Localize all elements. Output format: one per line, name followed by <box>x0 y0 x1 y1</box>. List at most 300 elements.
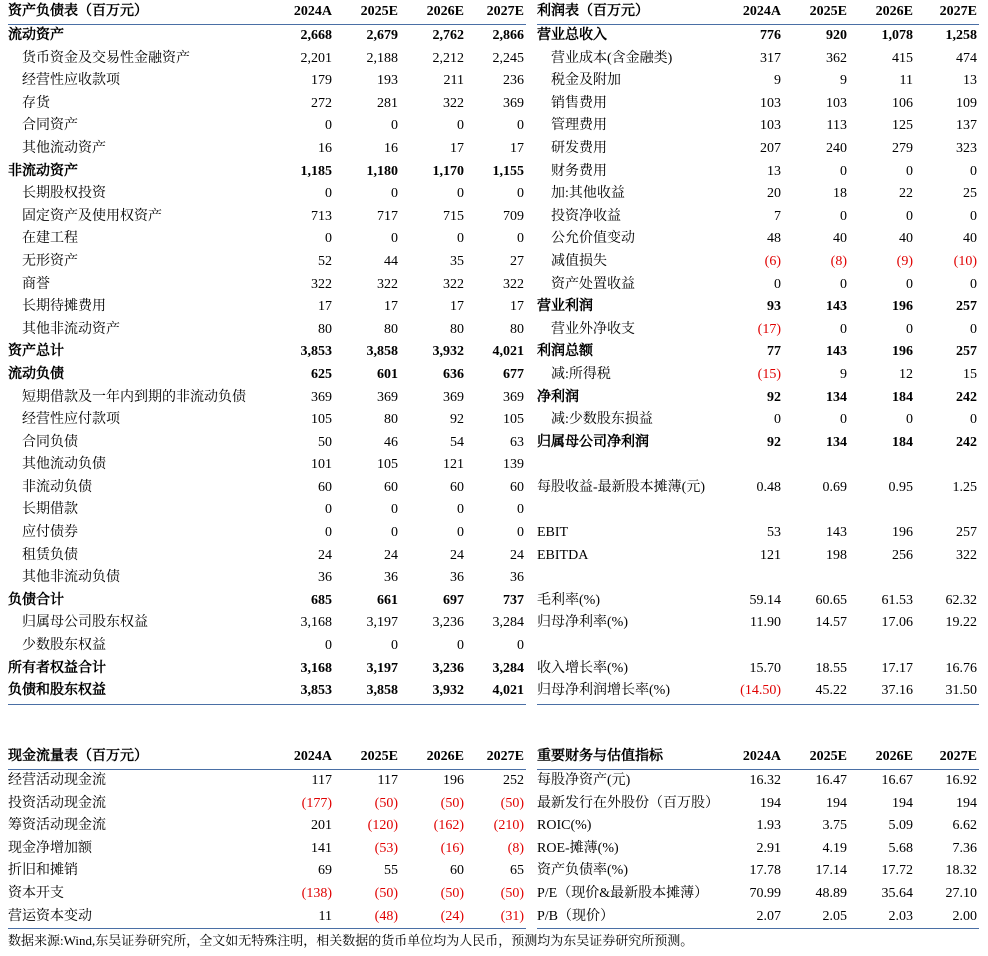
cell-value: 2,762 <box>432 28 464 43</box>
cell-value: 27 <box>510 253 524 269</box>
cell-value: 3,236 <box>432 615 464 631</box>
income-statement-title: 利润表（百万元） <box>537 0 737 25</box>
row-label <box>537 499 737 522</box>
row-label: ROIC(%) <box>537 818 592 834</box>
cell-value: 2.91 <box>756 840 781 856</box>
data-source-note: 数据来源:Wind,东吴证券研究所，全文如无特殊注明，相关数据的货币单位均为人民币，预测均为东吴证券研究所预测。 <box>8 933 694 948</box>
cell-value: 0 <box>457 525 464 541</box>
cell-value: 0 <box>970 412 977 428</box>
row-label: 合同资产 <box>22 118 78 134</box>
cell-value: 5.68 <box>888 840 913 856</box>
balance-sheet-title: 资产负债表（百万元） <box>8 0 270 25</box>
cell-value: 17 <box>450 140 464 156</box>
cell-value: 0 <box>517 118 524 134</box>
table-row <box>537 364 979 387</box>
cell-value: 322 <box>377 276 398 292</box>
row-label: 归母净利率(%) <box>537 615 628 631</box>
income-statement-header <box>537 0 979 25</box>
cell-value: 13 <box>963 73 977 89</box>
row-label: 公允价值变动 <box>551 231 635 247</box>
cell-value: 31.50 <box>945 683 977 699</box>
cell-value <box>849 567 915 590</box>
row-label: 营业总收入 <box>537 28 607 43</box>
cell-value: 4,021 <box>492 683 524 699</box>
cell-value: 0 <box>325 502 332 518</box>
cell-value: 242 <box>956 389 977 405</box>
table-row <box>8 274 526 297</box>
table-row <box>537 815 979 838</box>
cell-value: 322 <box>956 547 977 563</box>
cell-value: 2,866 <box>492 28 524 43</box>
cell-value <box>737 454 783 477</box>
row-label: 销售费用 <box>551 95 607 111</box>
row-label: 短期借款及一年内到期的非流动负债 <box>22 389 246 405</box>
cell-value: 4,021 <box>492 344 524 360</box>
cell-value: 18.55 <box>815 660 847 676</box>
cell-value: 11 <box>899 73 913 89</box>
table-row <box>537 432 979 455</box>
cell-value <box>783 635 849 658</box>
row-label: 流动资产 <box>8 28 64 43</box>
cell-value: (120) <box>367 818 398 834</box>
table-row <box>8 612 526 635</box>
cell-value: 0 <box>391 502 398 518</box>
cell-value: 27.10 <box>945 885 977 901</box>
row-label: 经营活动现金流 <box>8 773 106 788</box>
cell-value: 69 <box>318 863 332 879</box>
cell-value <box>737 567 783 590</box>
cell-value: 106 <box>892 95 913 111</box>
cell-value: (210) <box>493 818 524 834</box>
table-row <box>8 860 526 883</box>
cell-value: (50) <box>440 795 464 811</box>
cell-value: 0 <box>906 163 913 179</box>
cell-value: 193 <box>377 73 398 89</box>
row-label: 资产负债率(%) <box>537 863 628 879</box>
row-label: 非流动负债 <box>22 479 92 495</box>
row-label: ROE-摊薄(%) <box>537 840 619 856</box>
cell-value <box>915 567 979 590</box>
cell-value: 80 <box>450 321 464 337</box>
cell-value: 3,932 <box>432 683 464 699</box>
cell-value: (8) <box>507 840 524 856</box>
table-row <box>8 567 526 590</box>
row-label: 非流动资产 <box>8 163 78 179</box>
table-row <box>537 793 979 816</box>
cash-flow-bottom-rule <box>8 928 526 929</box>
cell-value: 0.95 <box>888 479 913 495</box>
cell-value: 36 <box>450 570 464 586</box>
cell-value: 317 <box>760 50 781 66</box>
table-row <box>537 658 979 681</box>
cell-value: 715 <box>443 208 464 224</box>
row-label: 固定资产及使用权资产 <box>22 208 162 224</box>
cell-value: 24 <box>318 547 332 563</box>
table-row <box>537 70 979 93</box>
table-row <box>537 567 979 590</box>
cell-value: 3,284 <box>492 615 524 631</box>
cell-value: 48 <box>767 231 781 247</box>
cell-value <box>783 499 849 522</box>
cash-flow-table <box>8 745 526 928</box>
cell-value: (48) <box>374 908 398 924</box>
row-label: 归母净利润增长率(%) <box>537 683 670 699</box>
cell-value: 15.70 <box>749 660 781 676</box>
cell-value: 40 <box>963 231 977 247</box>
cell-value: 77 <box>767 344 781 360</box>
table-row <box>8 432 526 455</box>
cash-flow-title: 现金流量表（百万元） <box>8 745 270 770</box>
cell-value: 3,853 <box>300 344 332 360</box>
cell-value: 0 <box>517 525 524 541</box>
cell-value: (138) <box>301 885 332 901</box>
cash-flow-header <box>8 745 526 770</box>
table-row <box>537 274 979 297</box>
cell-value: 109 <box>956 95 977 111</box>
cell-value: 20 <box>767 186 781 202</box>
row-label: 营业成本(含金融类) <box>551 50 673 66</box>
cell-value: 0 <box>970 163 977 179</box>
table-row <box>8 590 526 613</box>
cell-value: 63 <box>510 434 524 450</box>
cell-value: 80 <box>510 321 524 337</box>
table-row <box>8 522 526 545</box>
cell-value: 0 <box>325 118 332 134</box>
cell-value: (177) <box>301 795 332 811</box>
cell-value: 0 <box>325 231 332 247</box>
cell-value: 17 <box>318 299 332 315</box>
cell-value: 7 <box>774 208 781 224</box>
cell-value: (10) <box>953 253 977 269</box>
row-label: 筹资活动现金流 <box>8 818 106 834</box>
table-row <box>537 454 979 477</box>
cell-value: 2.05 <box>822 908 847 924</box>
cell-value: 15 <box>963 366 977 382</box>
table-row <box>8 206 526 229</box>
cell-value: 0 <box>774 412 781 428</box>
cell-value: 54 <box>450 434 464 450</box>
table-row <box>8 319 526 342</box>
table-row <box>537 545 979 568</box>
cell-value: 105 <box>503 412 524 428</box>
row-label: 长期待摊费用 <box>22 299 106 315</box>
cell-value: 55 <box>384 863 398 879</box>
cell-value: 40 <box>833 231 847 247</box>
cell-value: 3,858 <box>366 683 398 699</box>
cell-value: 92 <box>767 434 781 450</box>
cell-value: 6.62 <box>952 818 977 834</box>
row-label: 商誉 <box>22 276 50 292</box>
table-row <box>537 48 979 71</box>
cell-value: 103 <box>826 95 847 111</box>
cell-value: 0 <box>391 638 398 654</box>
cell-value: 776 <box>760 28 781 43</box>
row-label: 每股净资产(元) <box>537 773 631 788</box>
row-label: 合同负债 <box>22 434 78 450</box>
table-row <box>537 906 979 929</box>
cell-value: 709 <box>503 208 524 224</box>
table-row <box>8 477 526 500</box>
income-statement-table <box>537 0 979 703</box>
row-label <box>537 635 737 658</box>
cell-value: 415 <box>892 50 913 66</box>
cell-value: 713 <box>311 208 332 224</box>
row-label: 财务费用 <box>551 163 607 179</box>
key-ratios-header <box>537 745 979 770</box>
cell-value: 0 <box>970 276 977 292</box>
cell-value: (17) <box>757 321 781 337</box>
cell-value: 80 <box>384 412 398 428</box>
cell-value: 279 <box>892 140 913 156</box>
cell-value: 1,258 <box>945 28 977 43</box>
cell-value: (50) <box>500 885 524 901</box>
row-label: 减:所得税 <box>551 366 611 382</box>
cell-value: 4.19 <box>822 840 847 856</box>
row-label: 在建工程 <box>22 231 78 247</box>
cell-value: 369 <box>443 389 464 405</box>
cell-value: 3,853 <box>300 683 332 699</box>
cell-value: 101 <box>311 457 332 473</box>
cell-value: (50) <box>500 795 524 811</box>
cell-value: 3,168 <box>300 660 332 676</box>
cell-value: 92 <box>450 412 464 428</box>
row-label: 资产总计 <box>8 344 64 360</box>
cell-value: 257 <box>956 299 977 315</box>
table-row <box>8 454 526 477</box>
row-label: 投资净收益 <box>551 208 621 224</box>
cell-value: 362 <box>826 50 847 66</box>
table-row <box>8 545 526 568</box>
cell-value: 281 <box>377 95 398 111</box>
cell-value: 143 <box>826 525 847 541</box>
cell-value: 92 <box>767 389 781 405</box>
table-row <box>537 183 979 206</box>
cell-value: 0 <box>906 208 913 224</box>
cell-value: 240 <box>826 140 847 156</box>
cell-value: 105 <box>377 457 398 473</box>
cell-value <box>737 499 783 522</box>
year-header: 2027E <box>466 745 526 770</box>
table-row <box>537 635 979 658</box>
cell-value: 16.92 <box>945 773 977 788</box>
cell-value: 125 <box>892 118 913 134</box>
year-header: 2024A <box>270 745 334 770</box>
cell-value: 13 <box>767 163 781 179</box>
cell-value: 322 <box>311 276 332 292</box>
row-label: 经营性应付款项 <box>22 412 120 428</box>
table-row <box>8 93 526 116</box>
cell-value <box>915 499 979 522</box>
cell-value: 0 <box>840 208 847 224</box>
row-label: 归属母公司股东权益 <box>22 615 148 631</box>
cell-value <box>915 454 979 477</box>
cell-value: 2,245 <box>492 50 524 66</box>
row-label: 现金净增加额 <box>8 840 92 856</box>
row-label: 少数股东权益 <box>22 638 106 654</box>
cell-value: 46 <box>384 434 398 450</box>
row-label: 毛利率(%) <box>537 592 600 608</box>
cell-value: 143 <box>826 299 847 315</box>
income-statement-bottom-rule <box>537 704 979 705</box>
table-row <box>537 680 979 703</box>
cell-value: 16.47 <box>815 773 847 788</box>
cell-value: 18 <box>833 186 847 202</box>
cell-value: 201 <box>311 818 332 834</box>
row-label: 研发费用 <box>551 140 607 156</box>
cell-value: 0 <box>906 321 913 337</box>
cell-value: 194 <box>892 795 913 811</box>
row-label: 负债合计 <box>8 592 64 608</box>
balance-sheet-header <box>8 0 526 25</box>
cell-value: (15) <box>757 366 781 382</box>
cell-value: 25 <box>963 186 977 202</box>
table-row <box>8 906 526 929</box>
cell-value: 35.64 <box>881 885 913 901</box>
cell-value: 3,284 <box>492 660 524 676</box>
cell-value: (31) <box>500 908 524 924</box>
cell-value: 625 <box>311 366 332 382</box>
year-header: 2024A <box>737 745 783 770</box>
table-row <box>537 115 979 138</box>
cell-value: 920 <box>826 28 847 43</box>
table-row <box>8 680 526 703</box>
cell-value: 194 <box>956 795 977 811</box>
cell-value: 121 <box>760 547 781 563</box>
cell-value: 0 <box>457 186 464 202</box>
table-row <box>8 251 526 274</box>
cell-value: 17 <box>510 299 524 315</box>
cell-value: 196 <box>892 525 913 541</box>
cell-value: 0 <box>457 638 464 654</box>
table-row <box>537 138 979 161</box>
table-row <box>8 387 526 410</box>
cell-value: (9) <box>896 253 913 269</box>
cell-value: 60 <box>384 479 398 495</box>
cell-value: 44 <box>384 253 398 269</box>
cell-value: 474 <box>956 50 977 66</box>
table-row <box>8 409 526 432</box>
cell-value: 117 <box>311 773 332 788</box>
table-row <box>8 793 526 816</box>
cell-value: 601 <box>377 366 398 382</box>
row-label: 营业外净收支 <box>551 321 635 337</box>
cell-value: 139 <box>503 457 524 473</box>
table-row <box>537 590 979 613</box>
cell-value: (53) <box>374 840 398 856</box>
cell-value: 211 <box>443 73 464 89</box>
year-header: 2027E <box>915 0 979 25</box>
cell-value: 194 <box>760 795 781 811</box>
cell-value <box>849 454 915 477</box>
cell-value: 0.69 <box>822 479 847 495</box>
cell-value: 369 <box>503 389 524 405</box>
cell-value: 207 <box>760 140 781 156</box>
row-label: 应付债券 <box>22 525 78 541</box>
cell-value: 636 <box>443 366 464 382</box>
row-label: 租赁负债 <box>22 547 78 563</box>
table-row <box>8 341 526 364</box>
balance-sheet-table <box>8 0 526 703</box>
cell-value: 369 <box>503 95 524 111</box>
table-row <box>537 251 979 274</box>
cell-value: 103 <box>760 118 781 134</box>
cell-value: 1,078 <box>881 28 913 43</box>
year-header: 2024A <box>737 0 783 25</box>
cell-value: 322 <box>443 95 464 111</box>
cell-value: 0 <box>517 502 524 518</box>
cell-value: 11 <box>318 908 332 924</box>
cell-value: 60 <box>450 863 464 879</box>
cell-value: 60 <box>318 479 332 495</box>
table-row <box>8 815 526 838</box>
cell-value: 17.14 <box>815 863 847 879</box>
cell-value: 369 <box>311 389 332 405</box>
key-ratios-table <box>537 745 979 928</box>
cell-value: 323 <box>956 140 977 156</box>
cell-value: 24 <box>510 547 524 563</box>
table-row <box>8 883 526 906</box>
cell-value: 60 <box>450 479 464 495</box>
cell-value: 198 <box>826 547 847 563</box>
cell-value: 9 <box>840 366 847 382</box>
cell-value: 134 <box>826 389 847 405</box>
cell-value: 60.65 <box>815 592 847 608</box>
row-label: P/B（现价） <box>537 908 615 924</box>
row-label: 加:其他收益 <box>551 186 625 202</box>
cell-value: (24) <box>440 908 464 924</box>
cell-value: 677 <box>503 366 524 382</box>
cell-value: 3,932 <box>432 344 464 360</box>
cell-value: 17.78 <box>749 863 781 879</box>
cell-value: 59.14 <box>749 592 781 608</box>
cell-value <box>737 635 783 658</box>
cell-value: 369 <box>377 389 398 405</box>
cell-value: 0 <box>325 186 332 202</box>
cell-value: (50) <box>374 795 398 811</box>
cell-value: 17 <box>450 299 464 315</box>
cell-value: 0 <box>517 186 524 202</box>
key-ratios-bottom-rule <box>537 928 979 929</box>
year-header: 2026E <box>400 0 466 25</box>
cell-value: 137 <box>956 118 977 134</box>
cell-value: 7.36 <box>952 840 977 856</box>
row-label: 负债和股东权益 <box>8 683 106 699</box>
cell-value: 1,180 <box>366 163 398 179</box>
cell-value: 272 <box>311 95 332 111</box>
cell-value: 121 <box>443 457 464 473</box>
cell-value: 16.67 <box>881 773 913 788</box>
cell-value: 0 <box>517 231 524 247</box>
row-label <box>537 567 737 590</box>
cell-value: 17.17 <box>881 660 913 676</box>
row-label: 长期股权投资 <box>22 186 106 202</box>
cell-value: 0 <box>517 638 524 654</box>
cell-value: 60 <box>510 479 524 495</box>
cell-value: 252 <box>503 773 524 788</box>
table-row <box>537 387 979 410</box>
key-ratios-title: 重要财务与估值指标 <box>537 745 737 770</box>
cell-value: 0 <box>840 276 847 292</box>
row-label: 经营性应收款项 <box>22 73 120 89</box>
year-header: 2026E <box>400 745 466 770</box>
row-label: 其他流动资产 <box>22 140 106 156</box>
row-label: 货币资金及交易性金融资产 <box>22 50 190 66</box>
table-row <box>8 115 526 138</box>
table-row <box>8 138 526 161</box>
cell-value: 196 <box>892 299 913 315</box>
cell-value: 9 <box>840 73 847 89</box>
table-row <box>537 296 979 319</box>
